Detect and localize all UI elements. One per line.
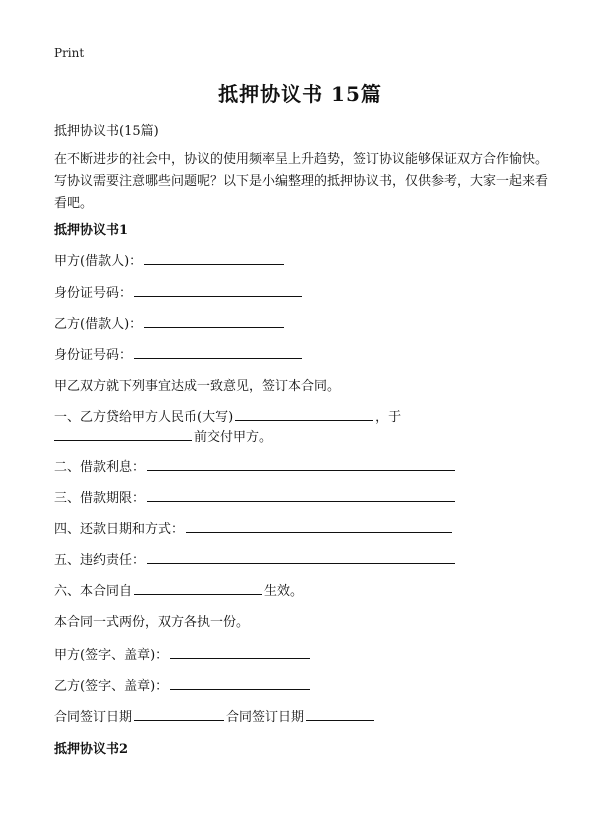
item1-mid: ，于: [375, 410, 402, 425]
agreement-statement: 甲乙双方就下列事宜达成一致意见，签订本合同。: [54, 379, 341, 394]
effective-date-blank[interactable]: [134, 580, 262, 595]
sign-a-label: 甲方(签字、盖章)：: [54, 648, 169, 663]
date-line: [54, 706, 376, 725]
term-blank[interactable]: [147, 487, 455, 502]
date-label-2: 合同签订日期: [226, 710, 305, 725]
delivery-date-blank[interactable]: [54, 426, 192, 441]
item1-line-2: [54, 426, 272, 445]
effective-prefix: 六、本合同自: [54, 584, 133, 599]
item1-suffix: 前交付甲方。: [194, 430, 273, 445]
item1-line: [54, 406, 401, 425]
interest-label: 二、借款利息：: [54, 460, 146, 475]
item3-line: [54, 487, 457, 506]
item1-prefix: 一、乙方贷给甲方人民币(大写): [54, 410, 234, 425]
item4-line: [54, 518, 454, 537]
sign-b-blank[interactable]: [170, 675, 310, 690]
section-heading-1: 抵押协议书1: [54, 223, 129, 238]
copies-statement: 本合同一式两份，双方各执一份。: [54, 615, 250, 630]
liability-blank[interactable]: [147, 549, 455, 564]
party-b-line: [54, 313, 286, 332]
party-a-line: [54, 250, 286, 269]
document-subtitle: 抵押协议书(15篇): [54, 124, 159, 139]
term-label: 三、借款期限：: [54, 491, 146, 506]
sign-a-blank[interactable]: [170, 644, 310, 659]
party-a-blank[interactable]: [144, 250, 284, 265]
item2-line: [54, 456, 457, 475]
section-heading-2: 抵押协议书2: [54, 742, 129, 757]
id-b-line: [54, 344, 304, 363]
party-b-blank[interactable]: [144, 313, 284, 328]
id-a-blank[interactable]: [134, 282, 302, 297]
party-b-label: 乙方(借款人)：: [54, 317, 143, 332]
intro-paragraph: 在不断进步的社会中，协议的使用频率呈上升趋势，签订协议能够保证双方合作愉快。写协议需要注意哪些问题呢？以下是小编整理的抵押协议书，仅供参考，大家一起来看看吧。: [54, 152, 549, 211]
id-a-line: [54, 282, 304, 301]
page-title: 抵押协议书 15篇: [218, 82, 382, 106]
item6-line: [54, 580, 303, 599]
date-label-1: 合同签订日期: [54, 710, 133, 725]
date-blank-2[interactable]: [306, 706, 374, 721]
item5-line: [54, 549, 457, 568]
sign-b-line: [54, 675, 312, 694]
id-b-blank[interactable]: [134, 344, 302, 359]
date-blank-1[interactable]: [134, 706, 224, 721]
sign-a-line: [54, 644, 312, 663]
id-a-label: 身份证号码：: [54, 286, 133, 301]
party-a-label: 甲方(借款人)：: [54, 254, 143, 269]
repayment-blank[interactable]: [186, 518, 452, 533]
effective-suffix: 生效。: [264, 584, 304, 599]
amount-blank[interactable]: [235, 406, 373, 421]
sign-b-label: 乙方(签字、盖章)：: [54, 679, 169, 694]
liability-label: 五、违约责任：: [54, 553, 146, 568]
id-b-label: 身份证号码：: [54, 348, 133, 363]
repayment-label: 四、还款日期和方式：: [54, 522, 185, 537]
interest-blank[interactable]: [147, 456, 455, 471]
print-link[interactable]: Print: [54, 46, 85, 60]
